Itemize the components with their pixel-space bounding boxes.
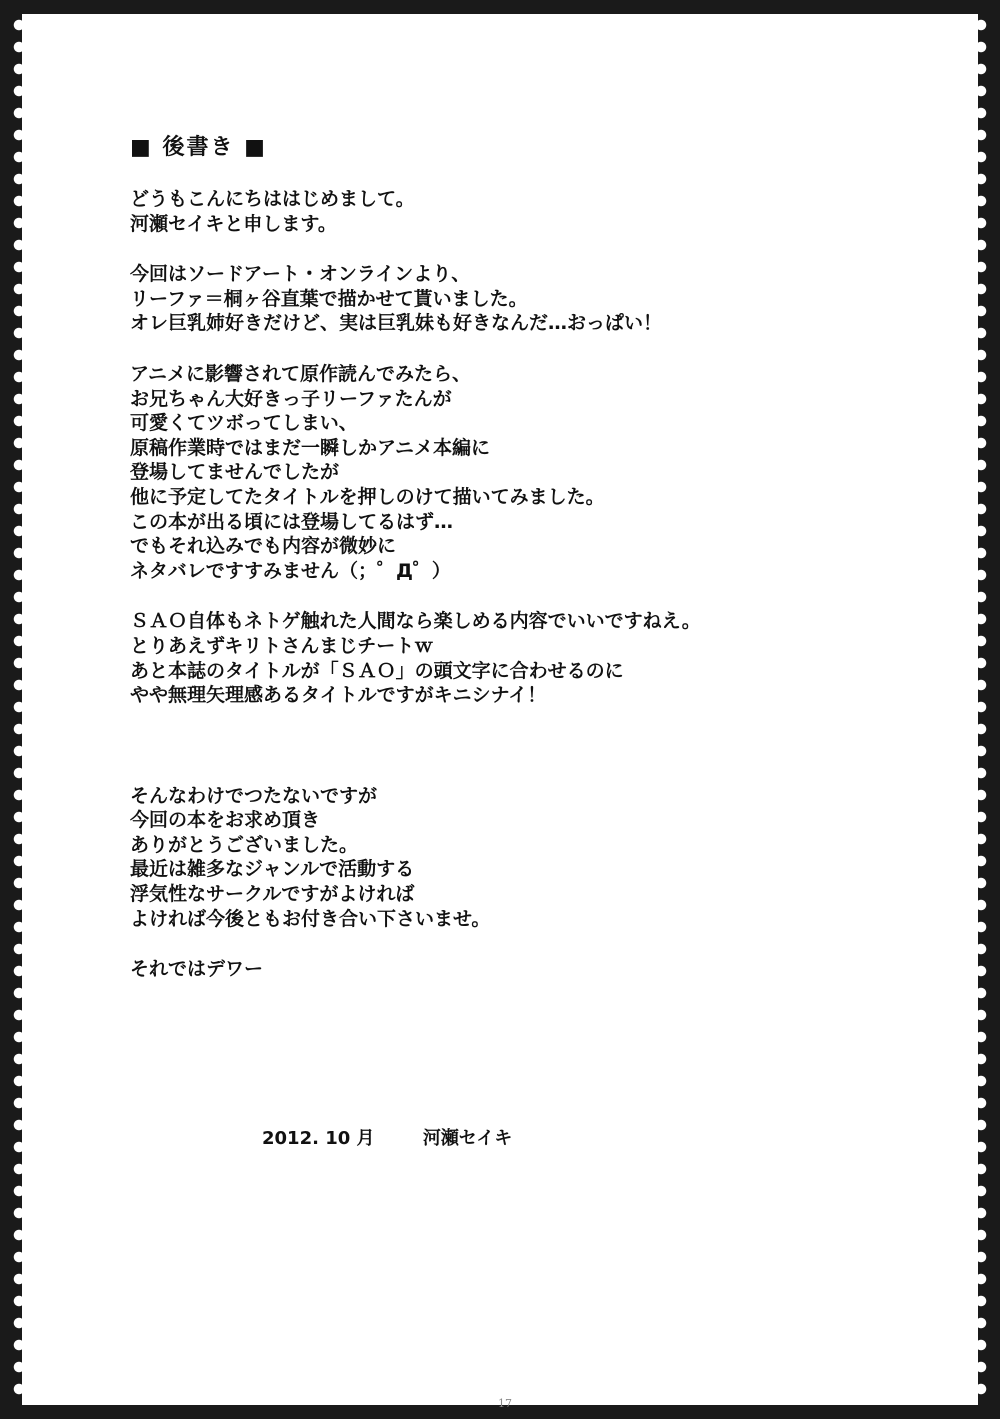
text-line: 今回の本をお求め頂き [130, 809, 321, 832]
text-line: やや無理矢理感あるタイトルですがキニシナイ！ [130, 684, 547, 707]
text-line: アニメに影響されて原作読んでみたら、 [130, 362, 472, 385]
text-line: どうもこんにちははじめまして。 [130, 188, 415, 210]
paragraph-thanks [130, 784, 890, 932]
text-line: 最近は雑多なジャンルで活動する [130, 858, 415, 881]
frame-top [0, 0, 1000, 8]
text-line: よければ今後ともお付き合い下さいませ。 [130, 907, 491, 930]
paragraph-closing [130, 957, 890, 982]
text-line: そんなわけでつたないですが [130, 784, 378, 807]
text-line: 他に予定してたタイトルを押しのけて描いてみました。 [130, 485, 605, 508]
text-line: でもそれ込みでも内容が微妙に [130, 535, 397, 558]
text-line: ネタバレですすみません（；゜Д゜） [130, 559, 451, 582]
text-line: 浮気性なサークルですがよければ [130, 883, 415, 906]
text-line: とりあえずキリトさんまじチートｗ [130, 634, 434, 657]
text-line: それではデワー [130, 958, 264, 981]
text-line: あと本誌のタイトルが「ＳＡＯ」の頭文字に合わせるのに [130, 659, 624, 682]
paragraph-greeting [130, 187, 890, 236]
signature [262, 1124, 512, 1150]
text-line: 原稿作業時ではまだ一瞬しかアニメ本編に [130, 436, 491, 459]
text-line: 河瀬セイキと申します。 [130, 212, 337, 235]
afterword-heading: ■ 後書き ■ [130, 135, 267, 160]
paragraph-intro [130, 262, 890, 336]
page-number: 17 [498, 1397, 512, 1410]
paragraph-sao [130, 609, 890, 707]
text-line: オレ巨乳姉好きだけど、実は巨乳妹も好きなんだ…おっぱい！ [130, 312, 663, 335]
lace-border-right [974, 14, 988, 1405]
paragraph-story [130, 362, 890, 583]
signature-date: 2012. 10 月 [262, 1128, 375, 1149]
text-line: この本が出る頃には登場してるはず… [130, 510, 454, 533]
text-line: お兄ちゃん大好きっ子リーファたんが [130, 387, 452, 410]
text-line: ＳＡＯ自体もネトゲ触れた人間なら楽しめる内容でいいですねえ。 [130, 610, 701, 633]
text-line: ありがとうございました。 [130, 833, 359, 856]
text-line: 可愛くてツボってしまい、 [130, 412, 358, 435]
text-line: リーファ＝桐ヶ谷直葉で描かせて貰いました。 [130, 287, 528, 310]
afterword-content [130, 130, 890, 1008]
signature-author: 河瀬セイキ [422, 1128, 513, 1149]
text-line: 登場してませんでしたが [130, 461, 340, 484]
text-line: 今回はソードアート・オンラインより、 [130, 263, 471, 286]
